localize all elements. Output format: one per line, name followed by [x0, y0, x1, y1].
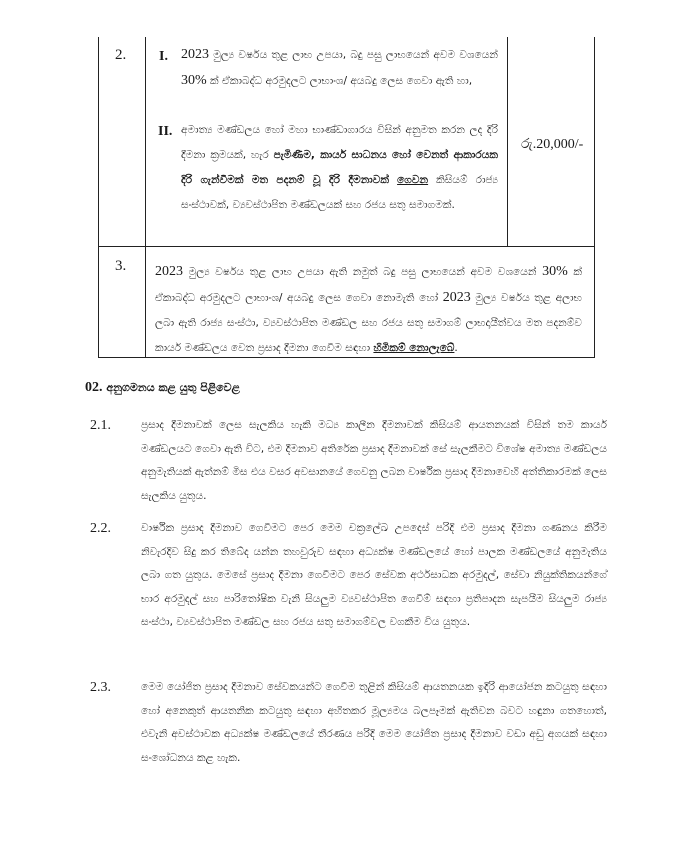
paragraph-text: ප්‍රසාද දීමනාවක් ලෙස සැලකිය හැකි මධ්‍ය කාලීන දීමනාවක් කිසියම් ආයතනයක් විසින් තම කාර්ය මණ්ඩලයට ගෙවා ඇති විට, එම දීමනාව අතිරේක ප්‍රසාද දීමනාවක් සේ සැලකීමට විශේෂ අමාත්‍ය මණ්ඩලය අනුමැතියක් ඇත්නම් මිස එය වසර අවසානයේ ගෙවනු ලබන වාර්ෂික ප්‍රසාද දීමනාවෙහි අත්තිකාරමක් ලෙස සැලකිය යුතුය. — [141, 419, 607, 502]
paragraph-text: මෙම යෝජිත ප්‍රසාද දීමනාව සේවකයන්ට ගෙවීම තුළින් කිසියම් ආයතනයක ඉදිරි ආයෝජන කටයුතු සඳහා හෝ අනෙකුත් ආයතනික කටයුතු සඳහා අහිතකර මූල්‍යමය බලපෑමක් ඇතිවන බවට හඳුනා ගතහොත්, එවැනි අවස්ථාවක අධ්‍යක්ෂ මණ්ඩලයේ තීරණය පරිදි මෙම යෝජිත ප්‍රසාද දීමනාව වඩා අඩු අගයක් සඳහා සංශෝධනය කළ හැක. — [141, 681, 607, 764]
paragraph-number: 2.1. — [90, 418, 111, 433]
row-number: 2. — [115, 47, 127, 63]
paragraph-number: 2.2. — [90, 521, 111, 536]
roman-numeral: I. — [159, 49, 168, 64]
table-border-left — [98, 37, 99, 358]
table-column-divider — [145, 37, 146, 358]
ineligibility-text: 2023 මුල්‍ය වර්ෂය තුළ ලාභ උපයා ඇති නමුත් බදු පසු ලාභයෙන් අවම වශයෙන් 30% ක් ඒකාබද්ධ අරමුදලට ලාභාංශ/ අයබදු ලෙස ගෙවා නොමැති හෝ 2023 මුල්‍ය වර්ෂය තුළ අලාභ ලබා ඇති රාජ්‍ය සංස්ථා, ව්‍යවස්ථාපිත මණ්ඩල සහ රජය සතු සමාගම් ලාභදායීත්වය මත පදනම්ව කාර්ය මණ්ඩලය වෙත ප්‍රසාද දීමනා ගෙවීම සඳහා හිමිකම් නොලැබේ. — [155, 264, 582, 354]
criterion-text: අමාත්‍ය මණ්ඩලය හෝ මහා භාණ්ඩාගාරය විසින් අනුමත කරන ලද දිරි දීමනා ක්‍රමයක්, හැර පැමිණීම, කාර්ය සාධනය හෝ වෙනත් ආකාරයක දිරි ගැන්වීමක් මත පදනම් වූ දිරි දීමනාවක් ගෙවන කිසියම් රාජ්‍ය සංස්ථාවක්, ව්‍යවස්ථාපිත මණ්ඩලයක් සහ රජය සතු සමාගමක්. — [181, 124, 498, 211]
bonus-eligibility-table — [98, 37, 595, 358]
table-border-right — [594, 37, 595, 358]
row-number: 3. — [115, 258, 127, 274]
criterion-text: 2023 මුල්‍ය වර්ෂය තුළ ලාභ උපයා, බදු පසු ලාභයෙන් අවම වශයෙන් 30% ක් ඒකාබද්ධ අරමුදලට ලාභාංශ/ අයබදු ලෙස ගෙවා ඇති හා, — [181, 47, 498, 88]
bonus-amount: රු.20,000/- — [521, 137, 584, 152]
table-row-divider — [98, 246, 595, 247]
paragraph-text: වාර්ෂික ප්‍රසාද දීමනාව ගෙවීමට පෙර මෙම චක්‍රලේඛ උපදෙස් පරිදි එම ප්‍රසාද දීමනා ගණනය කිරීම නිවැරදිව සිදු කර තිබේද යන්න තහවුරුව සඳහා අධ්‍යක්ෂ මණ්ඩලයේ හෝ පාලක මණ්ඩලයේ අනුමැතිය ලබා ගත යුතුය. මෙසේ ප්‍රසාද දීමනා ගෙවීමට පෙර සේවක අර්ථසාධක අරමුදල්, සේවා නියුක්තිකයන්ගේ භාර අරමුදල් සහ පාරිතෝෂික වැනි සියලුම ව්‍යවස්ථාපිත ගෙවීම් සඳහා ප්‍රතිපාදන සැපයීම සියලුම රාජ්‍ය සංස්ථා, ව්‍යවස්ථාපිත මණ්ඩල සහ රජය සතු සමාගම්වල වගකීම විය යුතුය. — [141, 522, 607, 628]
section-heading: 02. අනුගමනය කළ යුතු පිළිවෙළ — [85, 380, 240, 395]
roman-numeral: II. — [158, 124, 173, 139]
paragraph-number: 2.3. — [90, 680, 111, 695]
table-amount-divider — [507, 37, 508, 247]
